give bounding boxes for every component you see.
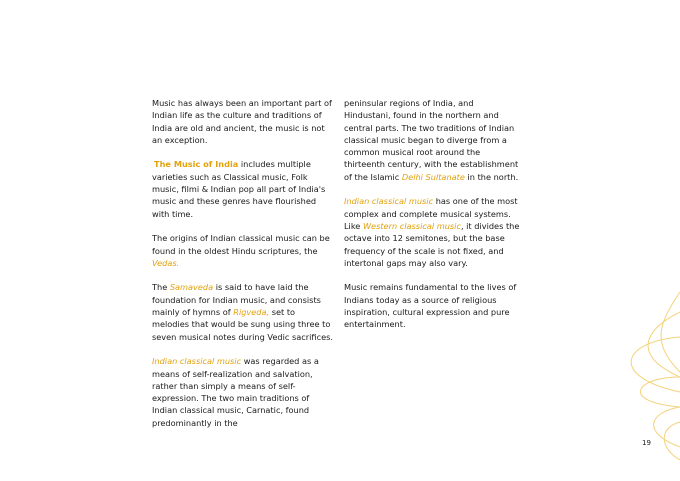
paragraph-self-realization [152,355,334,429]
paragraph-systems [344,195,522,269]
samaveda-text-c: set to melodies that would be sung using three to seven musical notes during Vedic sacrifices. [152,307,333,342]
paragraph-traditions [344,97,522,183]
page-number: 19 [642,439,651,447]
link-indian-classical-music-2[interactable]: Indian classical music [344,196,434,207]
paragraph-fundamental [344,281,522,330]
traditions-text: peninsular regions of India, and Hindustani, found in the northern and central parts. The two traditions of Indian classical music began to diverge from a common musical root around the thirteenth century, with the establishment of the Islamic [344,98,519,182]
systems-text-b: , it divides the octave into 12 semitones, but the base frequency of the scale is not fixed, and intertonal gaps may also vary. [344,220,520,268]
traditions-end: in the north. [464,171,519,182]
link-samaveda[interactable]: Samaveda [169,282,214,293]
left-column [152,97,334,441]
systems-text-a: has one of the most complex and complete musical systems. Like [344,196,518,231]
lotus-ornament-icon [580,282,680,462]
link-rigveda[interactable]: Rigveda, [233,307,270,318]
link-delhi-sultanate[interactable]: Delhi Sultanate [401,171,465,182]
link-indian-classical-music-1[interactable]: Indian classical music [152,356,242,367]
heading-music-of-india[interactable]: The Music of India [154,159,239,170]
paragraph-origins [152,232,334,269]
samaveda-text-b: is said to have laid the foundation for Indian music, and consists mainly of hymns of [152,282,321,318]
origins-text: The origins of Indian classical music can be found in the oldest Hindu scriptures, the [152,233,330,256]
intro-text: Music has always been an important part of Indian life as the culture and traditions of India are old and ancient, the music is not an exception. [152,98,332,145]
link-western-classical-music[interactable]: Western classical music [362,220,461,231]
samaveda-text-a: The [152,282,170,293]
music-of-india-text: includes multiple varieties such as Classical music, Folk music, filmi & Indian pop all part of India's music and these genres have flourished with time. [152,159,326,219]
paragraph-intro [152,97,334,146]
right-column [344,97,522,343]
link-vedas[interactable]: Vedas. [152,257,180,268]
fundamental-text: Music remains fundamental to the lives of Indians today as a source of religious inspiration, cultural expression and pure entertainment. [344,282,517,330]
self-realization-text: was regarded as a means of self-realization and salvation, rather than simply a means of self-expression. The two main traditions of Indian classical music, Carnatic, found predominantly in the [152,356,319,428]
paragraph-samaveda [152,281,334,342]
paragraph-music-of-india [152,158,334,219]
